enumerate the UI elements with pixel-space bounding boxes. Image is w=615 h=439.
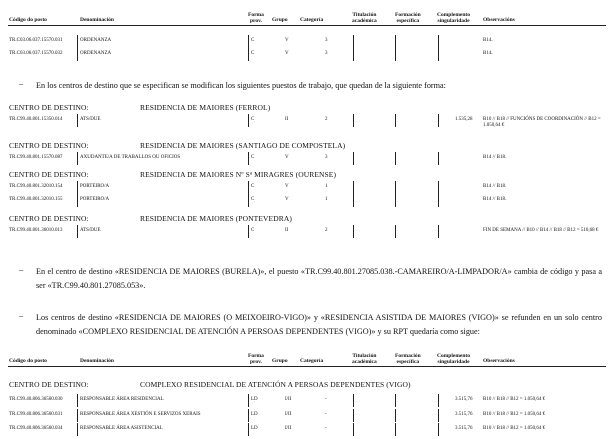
table-row-grupo: II xyxy=(285,228,289,233)
table-row-categoria: 3 xyxy=(325,38,328,43)
table-row-grupo: I/II xyxy=(285,397,292,402)
header-titulacion: Titulación académica xyxy=(352,353,377,365)
row-divider xyxy=(395,423,396,436)
table-row-grupo: V xyxy=(285,155,289,160)
table-row-grupo: I/II xyxy=(285,412,292,417)
row-divider xyxy=(395,194,396,207)
centro-destino-name: RESIDENCIA DE MAIORES (SANTIAGO DE COMPOSTELA) xyxy=(140,141,346,150)
row-divider xyxy=(438,194,439,207)
row-divider xyxy=(77,194,78,207)
row-divider xyxy=(353,194,354,207)
table-row-forma: C xyxy=(251,197,255,202)
table-row-observacions: B14. xyxy=(483,51,493,56)
table-row-code: TR.C99.40.801.32010.154 xyxy=(9,184,63,189)
table-row-observacions: B10 // B18 // B12 = 1.050,64 € xyxy=(483,412,546,417)
table-row-categoria: 1 xyxy=(325,197,328,202)
row-divider xyxy=(353,114,354,127)
row-divider xyxy=(77,152,78,165)
row-divider xyxy=(395,409,396,422)
header-grupo: Grupo xyxy=(272,17,288,23)
row-divider xyxy=(248,225,249,238)
row-divider xyxy=(438,181,439,194)
row-divider xyxy=(77,423,78,436)
row-divider xyxy=(248,35,249,48)
table-row-denominacion: ORDENANZA xyxy=(80,38,112,43)
table-row-forma: LD xyxy=(251,426,258,431)
row-divider xyxy=(438,48,439,61)
row-divider xyxy=(248,181,249,194)
header-codigo: Código do posto xyxy=(9,17,47,23)
table-row-grupo: V xyxy=(285,38,289,43)
table-row-forma: LD xyxy=(251,412,258,417)
centro-destino-name: RESIDENCIA DE MAIORES (FERROL) xyxy=(140,103,271,112)
table-row-denominacion: PORTEIRO/A xyxy=(80,184,110,189)
row-divider xyxy=(353,394,354,407)
table-row-observacions: B10 // B18 // FUNCIÓNS DE COORDINACIÓN // B12 = 1.050,64 € xyxy=(483,117,601,128)
table-row-observacions: B14 // B18. xyxy=(483,197,507,202)
table-row-denominacion: ATS/DUE xyxy=(80,228,101,233)
table-row-complemento: 3.515,76 xyxy=(455,397,473,402)
row-divider xyxy=(438,152,439,165)
table-row-complemento: 1.535,28 xyxy=(455,117,473,122)
table-row-complemento: 3.515,76 xyxy=(455,412,473,417)
table-row-code: TR.C99.40.806.36560.030 xyxy=(9,397,63,402)
header-complemento: Complemento singularidade xyxy=(437,353,470,365)
row-divider xyxy=(248,152,249,165)
header-titulacion: Titulación académica xyxy=(352,12,377,24)
table-row-forma: C xyxy=(251,38,255,43)
row-divider xyxy=(248,394,249,407)
table-row-grupo: I/II xyxy=(285,426,292,431)
table-row-forma: LD xyxy=(251,397,258,402)
header-denominacion: Denominación xyxy=(80,358,114,364)
table-row-code: TR.C99.40.806.36560.034 xyxy=(9,426,63,431)
table-row-code: TR.C03.06.037.15570.031 xyxy=(9,38,63,43)
centro-destino-label: CENTRO DE DESTINO: xyxy=(9,103,89,112)
paragraph-2: En el centro de destino «RESIDENCIA DE MAIORES (BURELA)», el puesto «TR.C99.40.801.27085.038.-CAMAREIRO/A-LIMPADOR/A» cambia de código y pasa a ser «TR.C99.40.801.27085.053». xyxy=(36,267,602,290)
paragraph-1: En los centros de destino que se especifican se modifican los siguientes puestos de trabajo, que quedan de la siguiente forma: xyxy=(36,81,446,90)
row-divider xyxy=(438,225,439,238)
row-divider xyxy=(248,409,249,422)
row-divider xyxy=(353,409,354,422)
row-divider xyxy=(353,423,354,436)
header-forma: Forma prov. xyxy=(248,353,264,365)
centro-destino-name: RESIDENCIA DE MAIORES Nº Sª MIRAGRES (OURENSE) xyxy=(140,170,337,179)
table-row-categoria: 1 xyxy=(325,184,328,189)
row-divider xyxy=(395,35,396,48)
row-divider xyxy=(248,48,249,61)
row-divider xyxy=(77,225,78,238)
table-row-grupo: V xyxy=(285,184,289,189)
header-observacions: Observacións xyxy=(483,358,515,364)
table-row-categoria: - xyxy=(325,412,327,417)
header-complemento: Complemento singularidade xyxy=(437,12,470,24)
table-row-denominacion: RESPONSABLE ÁREA XESTIÓN E SERVIZOS XERAIS xyxy=(80,412,201,417)
table-row-forma: C xyxy=(251,117,255,122)
table-row-denominacion: AXUDANTE/A DE TRABALLOS OU OFICIOS xyxy=(80,155,181,160)
table-row-categoria: 2 xyxy=(325,117,328,122)
table-row-denominacion: PORTEIRO/A xyxy=(80,197,110,202)
bullet-dash: – xyxy=(19,265,24,274)
centro-destino-label: CENTRO DE DESTINO: xyxy=(9,141,89,150)
row-divider xyxy=(353,35,354,48)
header-observacions: Observacións xyxy=(483,17,515,23)
table-row-categoria: - xyxy=(325,397,327,402)
row-divider xyxy=(353,181,354,194)
table-row-code: TR.C99.40.801.15350.014 xyxy=(9,117,63,122)
table-row-observacions: B14. xyxy=(483,38,493,43)
table-row-observacions: B14 // B18. xyxy=(483,184,507,189)
row-divider xyxy=(438,394,439,407)
row-divider xyxy=(353,225,354,238)
row-divider xyxy=(438,35,439,48)
row-divider xyxy=(77,409,78,422)
table-row-categoria: 2 xyxy=(325,228,328,233)
table-row-observacions: B10 // B18 // B12 = 1.050,64 € xyxy=(483,426,546,431)
row-divider xyxy=(395,48,396,61)
table-row-forma: C xyxy=(251,184,255,189)
header-rule xyxy=(8,25,606,26)
table-row-forma: C xyxy=(251,51,255,56)
row-divider xyxy=(77,48,78,61)
table-row-observacions: B14 // B18. xyxy=(483,155,507,160)
header-denominacion: Denominación xyxy=(80,17,114,23)
table-row-observacions: FIN DE SEMANA // B10 // B14 // B18 // B12 = 510,68 € xyxy=(483,228,599,233)
centro-destino-label: CENTRO DE DESTINO: xyxy=(9,380,89,389)
table-row-observacions: B10 // B18 // B12 = 1.050,64 € xyxy=(483,397,546,402)
header-rule xyxy=(8,366,606,367)
row-divider xyxy=(77,35,78,48)
row-divider xyxy=(438,423,439,436)
row-divider xyxy=(248,423,249,436)
row-divider xyxy=(77,181,78,194)
table-row-denominacion: RESPONSABLE ÁREA ASISTENCIAL xyxy=(80,426,163,431)
header-codigo: Código do posto xyxy=(9,358,47,364)
header-grupo: Grupo xyxy=(272,358,288,364)
table-row-code: TR.C99.40.801.15570.087 xyxy=(9,155,63,160)
header-categoria: Categoría xyxy=(300,358,324,364)
row-divider xyxy=(438,409,439,422)
table-row-denominacion: ORDENANZA xyxy=(80,51,112,56)
table-row-code: TR.C03.06.037.15570.032 xyxy=(9,51,63,56)
header-forma: Forma prov. xyxy=(248,12,264,24)
row-divider xyxy=(248,114,249,127)
row-divider xyxy=(395,181,396,194)
centro-destino-label: CENTRO DE DESTINO: xyxy=(9,214,89,223)
row-divider xyxy=(395,225,396,238)
row-divider xyxy=(353,152,354,165)
header-formacion: Formación específica xyxy=(395,12,421,24)
table-row-complemento: 3.515,76 xyxy=(455,426,473,431)
table-row-denominacion: ATS/DUE xyxy=(80,117,101,122)
table-row-code: TR.C99.40.801.36010.013 xyxy=(9,228,63,233)
table-row-grupo: V xyxy=(285,51,289,56)
table-row-code: TR.C99.40.806.36560.031 xyxy=(9,412,63,417)
header-formacion: Formación específica xyxy=(395,353,421,365)
table-row-code: TR.C99.40.801.32010.155 xyxy=(9,197,63,202)
centro-destino-name: COMPLEXO RESIDENCIAL DE ATENCIÓN A PERSOAS DEPENDENTES (VIGO) xyxy=(140,380,411,389)
header-categoria: Categoría xyxy=(300,17,324,23)
row-divider xyxy=(353,48,354,61)
row-divider xyxy=(77,114,78,127)
table-row-grupo: V xyxy=(285,197,289,202)
row-divider xyxy=(248,194,249,207)
bullet-dash: – xyxy=(19,311,24,320)
row-divider xyxy=(395,114,396,127)
bullet-dash: – xyxy=(19,79,24,88)
table-row-forma: C xyxy=(251,228,255,233)
row-divider xyxy=(77,394,78,407)
table-row-categoria: - xyxy=(325,426,327,431)
row-divider xyxy=(395,152,396,165)
row-divider xyxy=(395,394,396,407)
paragraph-3: Los centros de destino «RESIDENCIA DE MAIORES (O MEIXOEIRO-VIGO)» y «RESIDENCIA ASISTIDA DE MAIORES (VIGO)» se refunden en un solo centro denominado «COMPLEXO RESIDENCIAL DE ATENCIÓN A PERSOAS DEPENDENTES (VIGO)» y su RPT quedaría como sigue: xyxy=(36,313,602,336)
centro-destino-name: RESIDENCIA DE MAIORES (PONTEVEDRA) xyxy=(140,214,292,223)
table-row-categoria: 3 xyxy=(325,51,328,56)
centro-destino-label: CENTRO DE DESTINO: xyxy=(9,170,89,179)
table-row-denominacion: RESPONSABLE ÁREA RESIDENCIAL xyxy=(80,397,164,402)
row-divider xyxy=(438,114,439,127)
table-row-forma: C xyxy=(251,155,255,160)
table-row-categoria: 3 xyxy=(325,155,328,160)
table-row-grupo: II xyxy=(285,117,289,122)
